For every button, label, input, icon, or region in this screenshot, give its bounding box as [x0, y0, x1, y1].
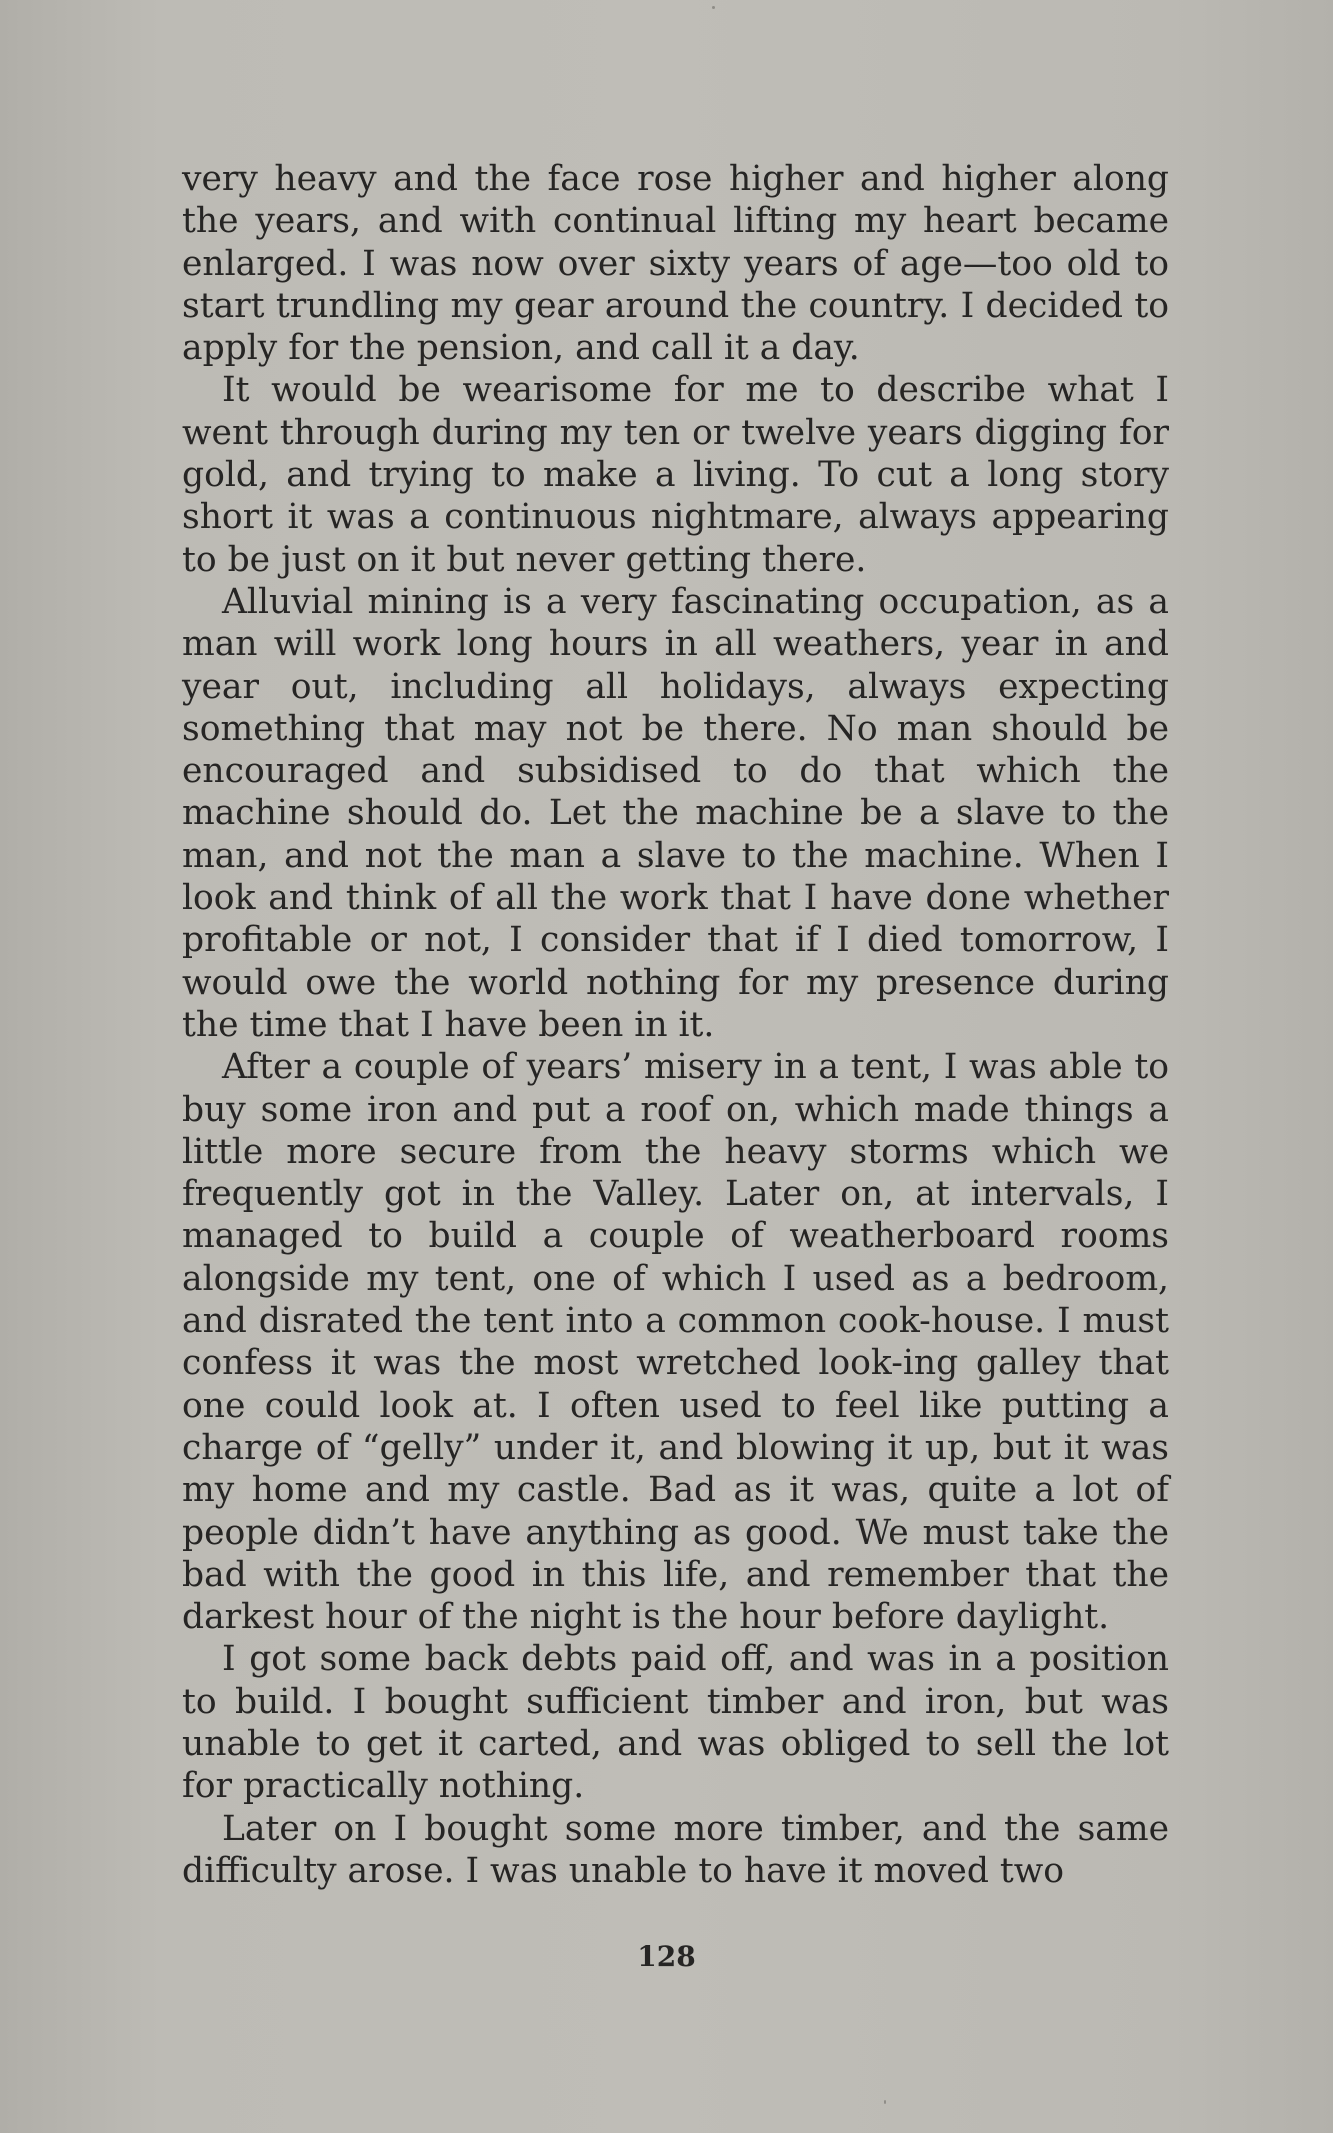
body-text	[182, 158, 1169, 1892]
paragraph: Alluvial mining is a very fascinating occupation, as a man will work long hours in all weathers, year in and year out, including all holidays, always expecting something that may not be there. No man should be encouraged and subsidised to do that which the machine should do. Let the machine be a slave to the man, and not the man a slave to the machine. When I look and think of all the work that I have done whether profitable or not, I consider that if I died tomorrow, I would owe the world nothing for my presence during the time that I have been in it.	[182, 581, 1169, 1045]
page-number: 128	[637, 1940, 696, 1973]
paper-speck	[884, 2100, 886, 2104]
paragraph: Later on I bought some more timber, and the same difficulty arose. I was unable to have it moved two	[182, 1808, 1169, 1891]
paragraph: It would be wearisome for me to describe what I went through during my ten or twelve years digging for gold, and trying to make a living. To cut a long story short it was a continuous nightmare, always appearing to be just on it but never getting there.	[182, 370, 1169, 580]
paragraph: I got some back debts paid off, and was in a position to build. I bought sufficient timber and iron, but was unable to get it carted, and was obliged to sell the lot for practically nothing.	[182, 1639, 1169, 1807]
paragraph: very heavy and the face rose higher and higher along the years, and with continual lifting my heart became enlarged. I was now over sixty years of age—too old to start trundling my gear around the country. I decided to apply for the pension, and call it a day.	[182, 159, 1169, 369]
paragraph: After a couple of years’ misery in a tent, I was able to buy some iron and put a roof on, which made things a little more secure from the heavy storms which we frequently got in the Valley. Later on, at intervals, I managed to build a couple of weatherboard rooms alongside my tent, one of which I used as a bedroom, and disrated the tent into a common cook-house. I must confess it was the most wretched look-ing galley that one could look at. I often used to feel like putting a charge of “gelly” under it, and blowing it up, but it was my home and my castle. Bad as it was, quite a lot of people didn’t have anything as good. We must take the bad with the good in this life, and remember that the darkest hour of the night is the hour before daylight.	[182, 1047, 1169, 1638]
paper-speck	[712, 6, 715, 9]
